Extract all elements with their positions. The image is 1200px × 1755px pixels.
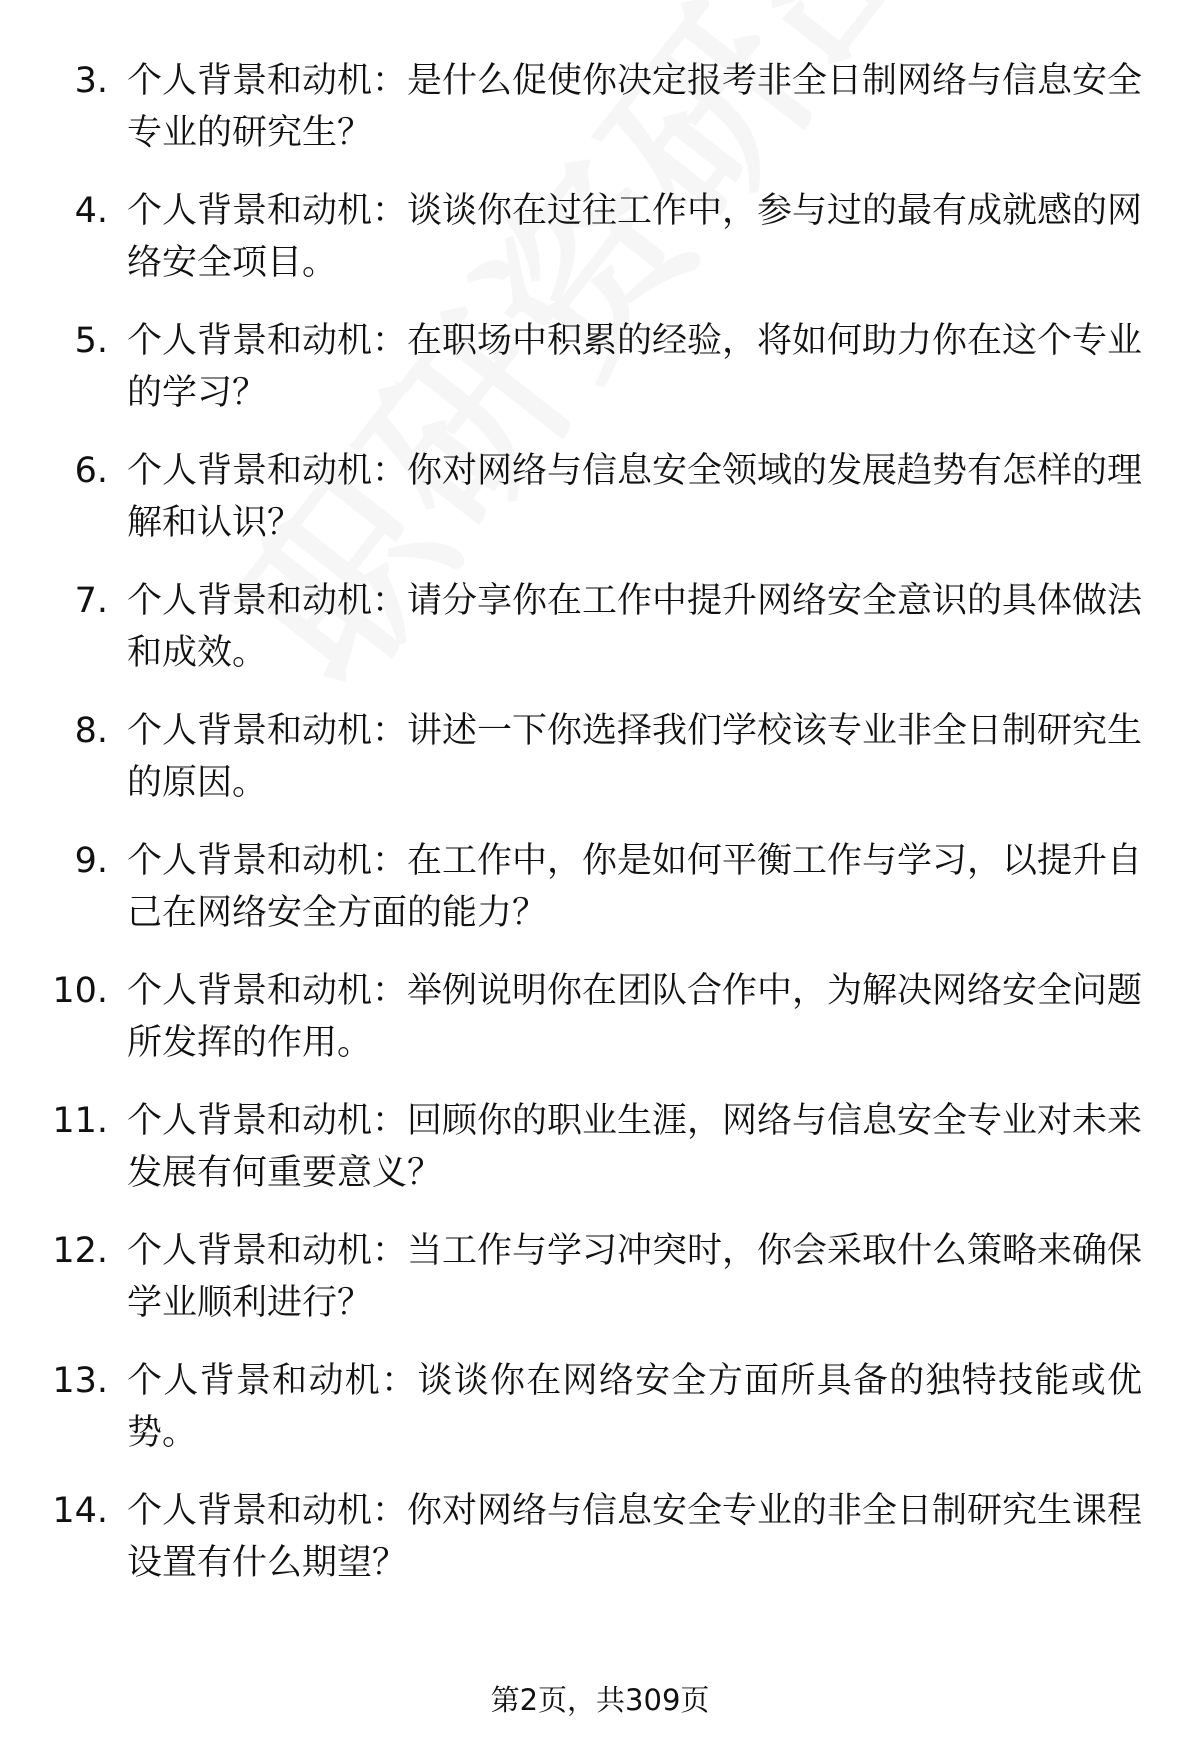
question-text: 个人背景和动机：举例说明你在团队合作中，为解决网络安全问题所发挥的作用。 (127, 971, 1143, 1063)
question-item (0, 575, 1200, 705)
question-text: 个人背景和动机：回顾你的职业生涯，网络与信息安全专业对未来发展有何重要意义？ (127, 1101, 1143, 1193)
question-number: 3. (74, 61, 108, 101)
question-item (0, 315, 1200, 445)
question-number: 9. (74, 841, 108, 881)
question-number: 11. (52, 1101, 108, 1141)
question-number: 13. (52, 1361, 108, 1401)
question-item (0, 1485, 1200, 1615)
question-item (0, 705, 1200, 835)
question-text: 个人背景和动机：谈谈你在网络安全方面所具备的独特技能或优势。 (127, 1361, 1142, 1453)
question-text: 个人背景和动机：讲述一下你选择我们学校该专业非全日制研究生的原因。 (127, 711, 1143, 803)
question-number: 7. (74, 581, 108, 621)
question-number: 4. (74, 191, 108, 231)
question-item (0, 1095, 1200, 1225)
question-number: 14. (52, 1491, 108, 1531)
question-text: 个人背景和动机：在职场中积累的经验，将如何助力你在这个专业的学习？ (127, 321, 1143, 413)
page-footer (0, 1680, 1200, 1720)
question-text: 个人背景和动机：你对网络与信息安全领域的发展趋势有怎样的理解和认识？ (127, 451, 1143, 543)
question-item (0, 965, 1200, 1095)
question-item (0, 55, 1200, 185)
question-number: 5. (74, 321, 108, 361)
question-item (0, 185, 1200, 315)
question-text: 个人背景和动机：请分享你在工作中提升网络安全意识的具体做法和成效。 (127, 581, 1143, 673)
question-item (0, 1225, 1200, 1355)
question-text: 个人背景和动机：在工作中，你是如何平衡工作与学习，以提升自己在网络安全方面的能力？ (127, 841, 1143, 933)
question-number: 8. (74, 711, 108, 751)
question-text: 个人背景和动机：谈谈你在过往工作中，参与过的最有成就感的网络安全项目。 (127, 191, 1143, 283)
question-text: 个人背景和动机：你对网络与信息安全专业的非全日制研究生课程设置有什么期望？ (127, 1491, 1143, 1583)
question-number: 10. (52, 971, 108, 1011)
question-number: 12. (52, 1231, 108, 1271)
question-number: 6. (74, 451, 108, 491)
question-item (0, 835, 1200, 965)
page-number-label: 第2页，共309页 (490, 1683, 710, 1717)
question-item (0, 1355, 1200, 1485)
question-text: 个人背景和动机：当工作与学习冲突时，你会采取什么策略来确保学业顺利进行？ (127, 1231, 1143, 1323)
question-item (0, 445, 1200, 575)
question-text: 个人背景和动机：是什么促使你决定报考非全日制网络与信息安全专业的研究生？ (127, 61, 1143, 153)
question-list (0, 55, 1200, 1615)
